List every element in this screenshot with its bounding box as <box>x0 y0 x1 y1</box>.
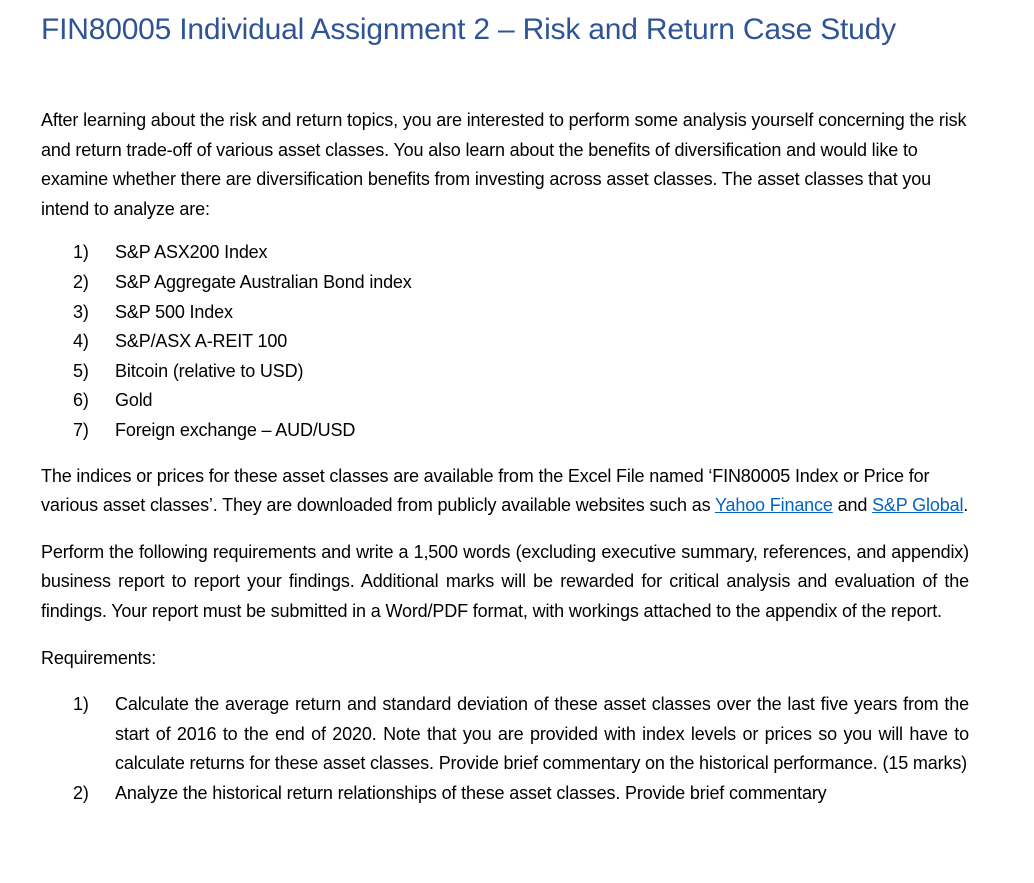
list-text: Gold <box>115 390 153 411</box>
sources-text: and <box>832 495 873 516</box>
intro-paragraph: After learning about the risk and return topics, you are interested to perform some analysis yourself concerning the risk and return trade-off of various asset classes. You also learn about the benefits of diversification and would like to examine whether there are diversification benefits from investing across asset classes. The asset classes that you intend to analyze are: <box>41 110 967 219</box>
list-text: S&P Aggregate Australian Bond index <box>115 271 412 292</box>
list-number: 2) <box>73 782 89 803</box>
list-item <box>73 386 974 416</box>
list-text: S&P ASX200 Index <box>115 242 268 263</box>
list-number: 6) <box>73 390 89 411</box>
sources-text: . <box>963 495 969 516</box>
requirement-text: Calculate the average return and standard deviation of these asset classes over the last five years from the start of 2016 to the end of 2020. Note that you are provided with index levels or prices so you will have to calculate returns for these asset classes. Provide brief commentary on the historical performance. (15 marks) <box>115 694 969 774</box>
list-item <box>73 268 974 298</box>
list-item <box>73 416 974 446</box>
list-number: 4) <box>73 331 89 352</box>
list-number: 7) <box>73 419 89 440</box>
list-text: S&P/ASX A-REIT 100 <box>115 331 288 352</box>
list-number: 5) <box>73 360 89 381</box>
requirements-list <box>41 690 1001 808</box>
yahoo-finance-link[interactable]: Yahoo Finance <box>714 495 833 516</box>
requirement-item <box>73 779 1001 809</box>
sources-text: The indices or prices for these asset classes are available from the Excel File named ‘FIN80005 Index or Price for various asset classes’. They are downloaded from publicly available websites such as <box>41 465 930 516</box>
requirement-item <box>73 690 1001 779</box>
list-number: 2) <box>73 271 89 292</box>
asset-class-list <box>41 238 974 445</box>
document-title: FIN80005 Individual Assignment 2 – Risk and Return Case Study <box>41 13 896 46</box>
requirements-label: Requirements: <box>41 647 157 668</box>
sources-paragraph <box>41 462 969 521</box>
list-number: 1) <box>73 242 89 263</box>
list-text: Bitcoin (relative to USD) <box>115 360 304 381</box>
sp-global-link[interactable]: S&P Global <box>872 495 964 516</box>
requirement-text: Analyze the historical return relationships of these asset classes. Provide brief commentary <box>115 782 827 803</box>
list-number: 1) <box>73 694 89 715</box>
list-item <box>73 327 974 357</box>
list-item <box>73 357 974 387</box>
list-text: S&P 500 Index <box>115 301 233 322</box>
list-item <box>73 238 974 268</box>
list-text: Foreign exchange – AUD/USD <box>115 419 356 440</box>
list-number: 3) <box>73 301 89 322</box>
list-item <box>73 298 974 328</box>
instructions-paragraph: Perform the following requirements and write a 1,500 words (excluding executive summary, references, and appendix) business report to report your findings. Additional marks will be rewarded for critical analysis and evaluation of the findings. Your report must be submitted in a Word/PDF format, with workings attached to the appendix of the report. <box>41 541 969 621</box>
